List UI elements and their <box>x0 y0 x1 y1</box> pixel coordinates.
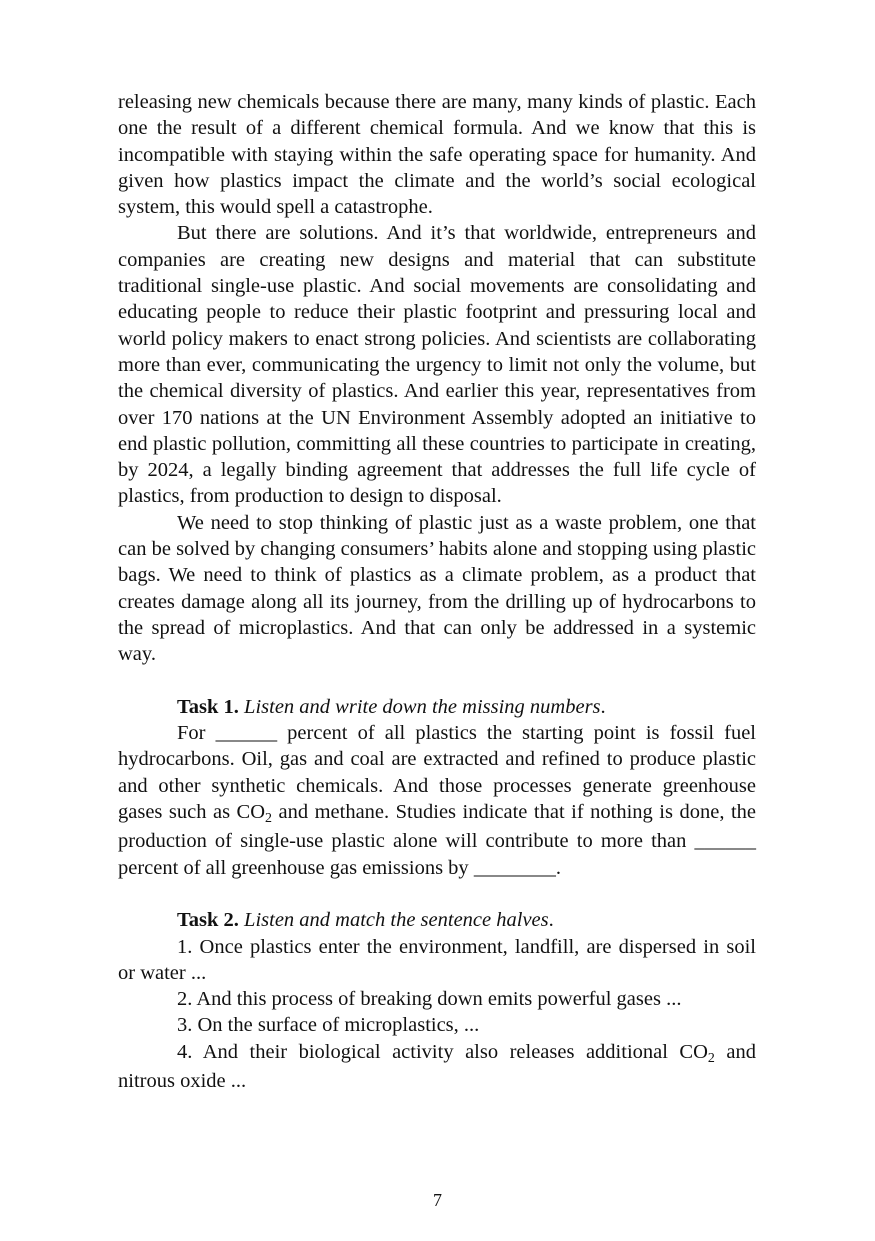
spacer <box>118 668 756 694</box>
page-number: 7 <box>433 1190 442 1210</box>
task2-item-3: 3. On the surface of microplastics, ... <box>177 1014 480 1037</box>
task1-blank-3: ________ <box>473 856 556 879</box>
task2-label: Task 2. <box>177 909 239 932</box>
task2-item-4-part2: and nitrous oxide ... <box>118 1040 756 1092</box>
task1-instruction: Listen and write down the missing numbers <box>244 695 601 718</box>
task1-text-part2: percent of all plastics the starting point is fossil fuel hydrocarbons. Oil, gas and coal are extracted and refined to produce plastic and other synthetic chemicals. And those processes generate greenhouse gases such as CO <box>118 722 756 824</box>
task2-heading <box>118 907 756 933</box>
document-page <box>118 89 756 1094</box>
task1-text-part1: For <box>177 722 216 745</box>
task2-item-4 <box>118 1039 756 1095</box>
task1-heading <box>118 694 756 720</box>
task1-text <box>118 720 756 881</box>
task2-period: . <box>548 909 554 932</box>
paragraph-climate-problem: We need to stop thinking of plastic just as a waste problem, one that can be solved by changing consumers’ habits alone and stopping using plastic bags. We need to think of plastics as a climate problem, as a product that creates damage along all its journey, from the drilling up of hydrocarbons to the spread of microplastics. And that can only be addressed in a systemic way. <box>118 511 756 666</box>
task1-label: Task 1. <box>177 695 239 718</box>
co2-subscript: 2 <box>707 1050 715 1066</box>
task1-blank-2: ______ <box>694 830 756 853</box>
task1-blank-1: ______ <box>215 722 278 745</box>
task2-item-2: 2. And this process of breaking down emits powerful gases ... <box>177 988 682 1011</box>
spacer <box>118 881 756 907</box>
paragraph-solutions: But there are solutions. And it’s that worldwide, entrepreneurs and companies are creating new designs and material that can substitute traditional single-use plastic. And social movements are consolidating and educating people to reduce their plastic footprint and pressuring local and world policy makers to enact strong policies. And scientists are collaborating more than ever, communicating the urgency to limit not only the volume, but the chemical diversity of plastics. And earlier this year, representatives from over 170 nations at the UN Environment Assembly adopted an initiative to end plastic pollution, committing all these countries to participate in creating, by 2024, a legally binding agreement that addresses the full life cycle of plastics, from production to design to disposal. <box>118 222 756 508</box>
task1-period: . <box>600 695 606 718</box>
task1-text-part5: . <box>555 856 561 879</box>
task2-item-4-part1: 4. And their biological activity also releases additional CO <box>177 1040 708 1063</box>
co2-subscript: 2 <box>265 810 272 826</box>
task1-text-part4: percent of all greenhouse gas emissions by <box>118 856 474 879</box>
task2-item-1: 1. Once plastics enter the environment, landfill, are dispersed in soil or water ... <box>118 935 756 984</box>
task1-text-part3: and methane. Studies indicate that if nothing is done, the production of single-use plastic alone will contribute to more than <box>118 801 756 853</box>
task2-instruction: Listen and match the sentence halves <box>244 909 549 932</box>
paragraph-continuation: releasing new chemicals because there are many, many kinds of plastic. Each one the result of a different chemical formula. And we know that this is incompatible with staying within the safe operating space for humanity. And given how plastics impact the climate and the world’s social ecological system, this would spell a catastrophe. <box>118 91 756 219</box>
